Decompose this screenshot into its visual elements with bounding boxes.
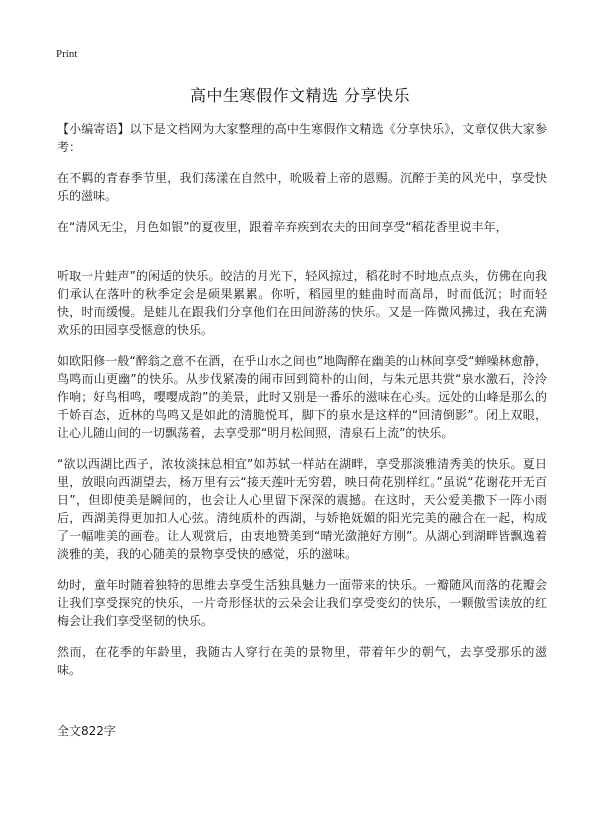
article-body <box>57 120 547 692</box>
paragraph: 然而，在花季的年龄里，我随古人穿行在美的景物里，带着年少的朝气，去享受那乐的滋味。 <box>57 645 547 677</box>
paragraph: 听取一片蛙声”的闲适的快乐。皎洁的月光下，轻风掠过，稻花时不时地点点头，仿佛在向我们承认在落叶的秋季定会是硕果累累。你听，稻园里的蛙曲时而高昂，时而低沉；时而轻快，时而缓慢。是蛙儿在跟我们分享他们在田间游荡的快乐。又是一阵微风拂过，我在充满欢乐的田园享受惬意的快乐。 <box>57 269 547 337</box>
paragraph: “欲以西湖比西子，浓妆淡抹总相宜”如苏轼一样站在湖畔，享受那淡雅清秀美的快乐。夏日里，放眼向西湖望去，杨万里有云“接天莲叶无穷碧，映日荷花别样红。”虽说“花谢花开无百日”，但即使美是瞬间的，也会让人心里留下深深的震撼。在这时，天公爱美撒下一阵小雨后，西湖美得更加扣人心弦。清纯质朴的西湖，与娇艳妩媚的阳光完美的融合在一起，构成了一幅唯美的画卷。让人观赏后，由衷地赞美到“晴光潋滟好方刚”。从湖心到湖畔皆飘逸着淡雅的美，我的心随美的景物享受快的感觉，乐的滋味。 <box>57 457 547 561</box>
print-label: Print <box>56 48 78 60</box>
page-title: 高中生寒假作文精选 分享快乐 <box>189 86 411 105</box>
paragraph: 幼时，童年时随着独特的思维去享受生活独具魅力一面带来的快乐。一瓣随风而落的花瓣会让我们享受探究的快乐，一片奇形怪状的云朵会让我们享受变幻的快乐，一颗傲雪读放的红梅会让我们享受坚韧的快乐。 <box>57 578 547 628</box>
word-count: 全文822字 <box>57 724 116 738</box>
paragraph: 在“清风无尘，月色如银”的夏夜里，跟着辛弃疾到农夫的田间享受“稻花香里说丰年， <box>57 220 508 234</box>
paragraph: 在不羁的青春季节里，我们荡漾在自然中，吮吸着上帝的恩赐。沉醉于美的风光中，享受快乐的滋味。 <box>57 171 547 203</box>
paragraph: 如欧阳修一般“醉翁之意不在酒，在乎山水之间也”地陶醉在幽美的山林间享受“蝉噪林愈静，鸟鸣而山更幽”的快乐。从步伐紧凑的闹市回到简朴的山间，与朱元思共赏“泉水激石，泠泠作响；好鸟相鸣，嘤嘤成韵”的美景，此时又别是一番乐的滋味在心头。远处的山峰是那么的千娇百态，近林的鸟鸣又是如此的清脆悦耳，脚下的泉水是这样的“回清倒影”。闭上双眼，让心儿随山间的一切飘荡着，去享受那“明月松间照，清泉石上流”的快乐。 <box>57 354 547 440</box>
paragraph-intro: 【小编寄语】以下是文档网为大家整理的高中生寒假作文精选《分享快乐》，文章仅供大家参考： <box>57 122 547 154</box>
